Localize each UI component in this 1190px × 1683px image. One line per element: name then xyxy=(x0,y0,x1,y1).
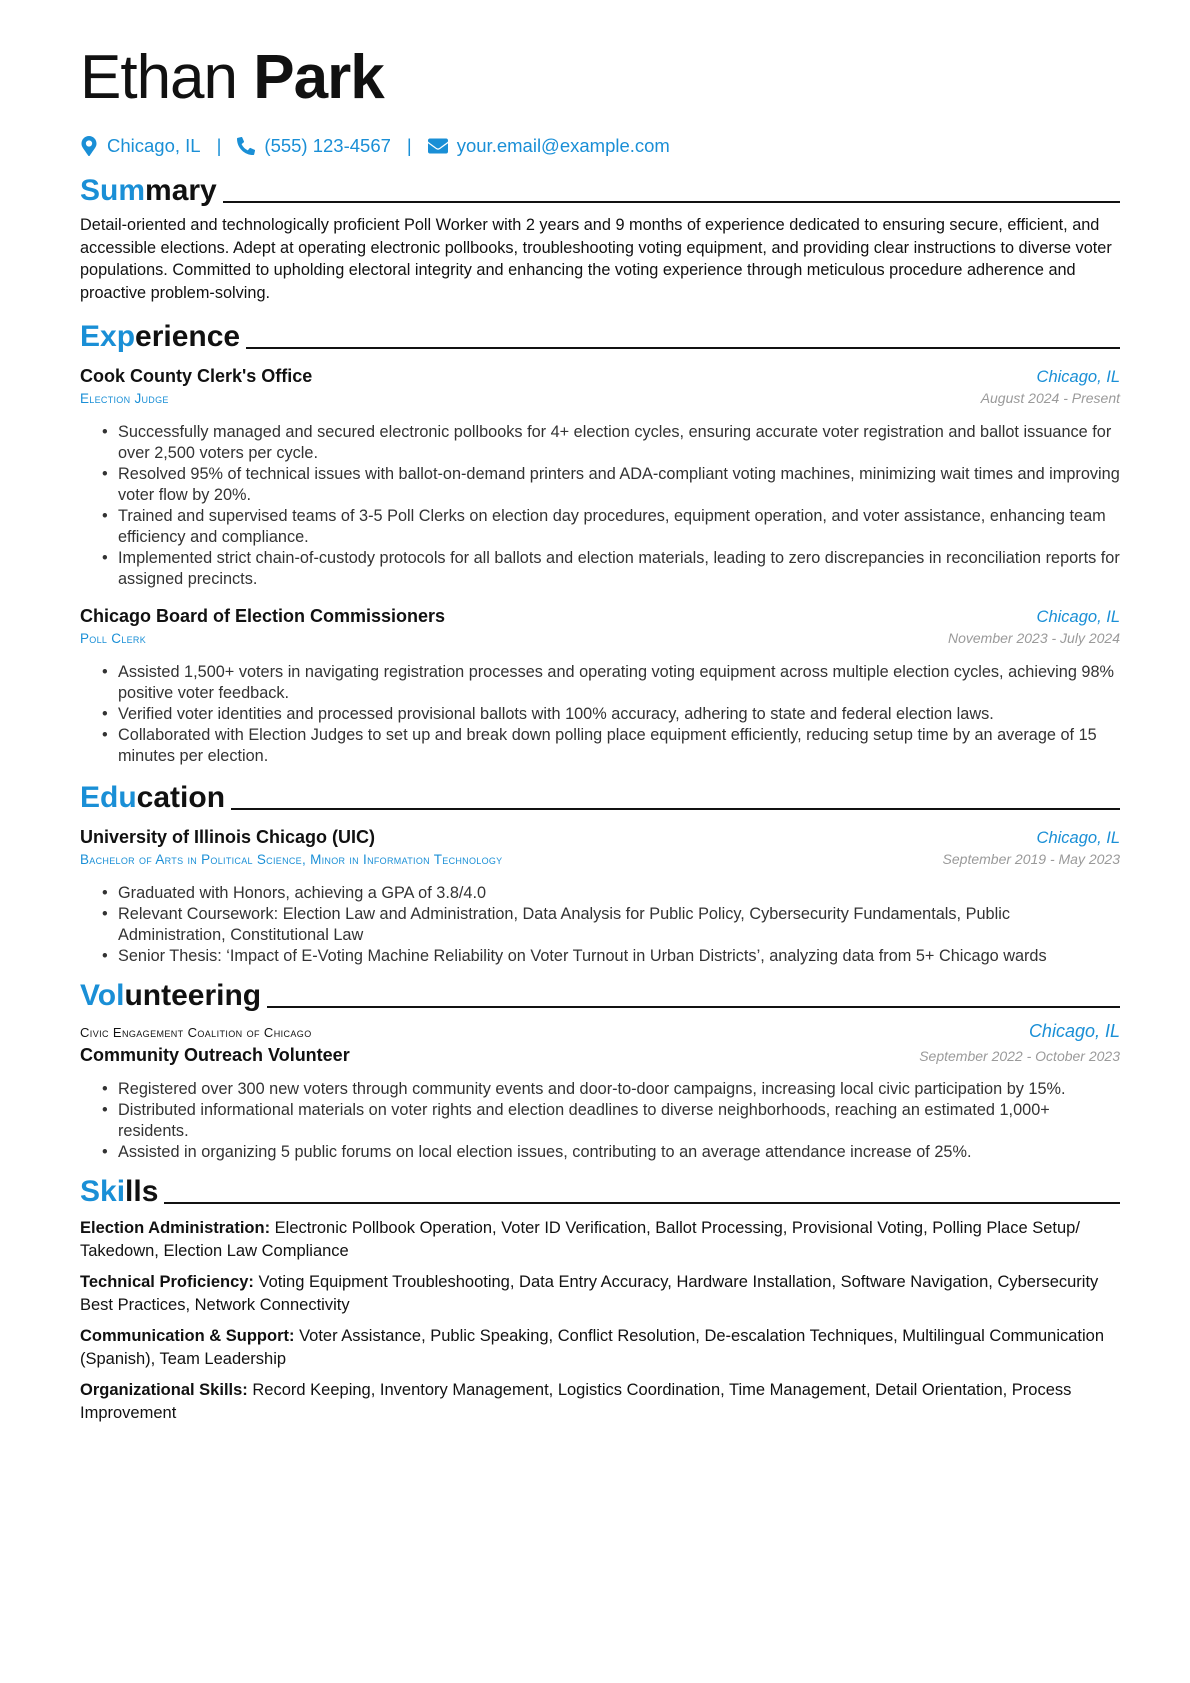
email-item[interactable] xyxy=(428,135,670,157)
list-item: • Verified voter identities and processed provisional ballots with 100% accuracy, adhering to state and federal election laws. xyxy=(118,704,1120,725)
list-item: • Distributed informational materials on voter rights and election deadlines to diverse neighborhoods, reaching an estimated 1,000+ residents. xyxy=(118,1100,1120,1142)
skill-group xyxy=(80,1217,1120,1262)
candidate-name xyxy=(80,40,1120,116)
degree: Bachelor of Arts in Political Science, Minor in Information Technology xyxy=(80,852,503,867)
entry-location: Chicago, IL xyxy=(1036,608,1120,626)
volunteering-heading xyxy=(80,973,1120,1013)
list-item: • Senior Thesis: ‘Impact of E-Voting Machine Reliability on Voter Turnout in Urban Districts’, analyzing data from 5+ Chicago wards xyxy=(118,946,1120,967)
experience-heading xyxy=(80,314,1120,354)
job-role: Poll Clerk xyxy=(80,631,147,646)
entry-location: Chicago, IL xyxy=(1036,368,1120,386)
section-title: Skills xyxy=(80,1175,159,1208)
skill-group xyxy=(80,1379,1120,1424)
skill-label: Election Administration: xyxy=(80,1219,271,1237)
first-name: Ethan xyxy=(80,43,238,112)
bullet-list xyxy=(80,662,1120,767)
location-item xyxy=(80,135,201,157)
list-item: • Resolved 95% of technical issues with ballot-on-demand printers and ADA-compliant voting machines, minimizing wait times and improving voter flow by 20%. xyxy=(118,464,1120,506)
entry-dates: November 2023 - July 2024 xyxy=(948,630,1120,646)
bullet-list xyxy=(80,1079,1120,1163)
section-rule xyxy=(246,347,1120,349)
skills-heading xyxy=(80,1169,1120,1209)
envelope-icon xyxy=(428,136,448,156)
skill-label: Technical Proficiency: xyxy=(80,1273,254,1291)
map-marker-icon xyxy=(80,136,98,156)
list-item: • Assisted in organizing 5 public forums on local election issues, contributing to an average attendance increase of 25%. xyxy=(118,1142,1120,1163)
skill-text: Record Keeping, Inventory Management, Logistics Coordination, Time Management, Detail Orientation, Process Improvement xyxy=(80,1381,1072,1422)
contact-separator: | xyxy=(216,135,222,156)
section-title: Summary xyxy=(80,174,217,207)
list-item: • Registered over 300 new voters through community events and door-to-door campaigns, increasing local civic participation by 15%. xyxy=(118,1079,1120,1100)
skill-text: Voter Assistance, Public Speaking, Conflict Resolution, De-escalation Techniques, Multilingual Communication (Spanish), Team Leadership xyxy=(80,1327,1105,1368)
section-rule xyxy=(164,1202,1120,1204)
skill-text: Electronic Pollbook Operation, Voter ID Verification, Ballot Processing, Provisional Voting, Polling Place Setup/ Takedown, Election Law Compliance xyxy=(80,1219,1080,1260)
entry-dates: September 2022 - October 2023 xyxy=(919,1048,1120,1064)
entry-location: Chicago, IL xyxy=(1028,1021,1120,1041)
bullet-list xyxy=(80,422,1120,590)
location-text: Chicago, IL xyxy=(107,135,201,156)
contact-separator: | xyxy=(406,135,412,156)
education-heading xyxy=(80,775,1120,815)
skill-group xyxy=(80,1271,1120,1316)
section-title: Education xyxy=(80,781,226,814)
list-item: • Successfully managed and secured electronic pollbooks for 4+ election cycles, ensuring accurate voter registration and ballot issuance for over 2,500 voters per cycle. xyxy=(118,422,1120,464)
email-link[interactable]: your.email@example.com xyxy=(456,135,670,156)
organization-name: Civic Engagement Coalition of Chicago xyxy=(80,1025,312,1040)
skill-label: Communication & Support: xyxy=(80,1327,295,1345)
skill-group xyxy=(80,1325,1120,1370)
list-item: • Trained and supervised teams of 3-5 Poll Clerks on election day procedures, equipment operation, and voter assistance, enhancing team efficiency and compliance. xyxy=(118,506,1120,548)
education-entry xyxy=(80,825,1120,967)
section-title: Experience xyxy=(80,320,241,353)
list-item: • Relevant Coursework: Election Law and Administration, Data Analysis for Public Policy, Cybersecurity Fundamentals, Public Administration, Constitutional Law xyxy=(118,904,1120,946)
phone-icon xyxy=(237,136,255,156)
employer-name: Cook County Clerk's Office xyxy=(80,366,313,386)
summary-text: Detail-oriented and technologically proficient Poll Worker with 2 years and 9 months of experience dedicated to ensuring secure, efficient, and accessible elections. Adept at operating electronic pollbooks, troubleshooting voting equipment, and providing clear instructions to diverse voter populations. Committed to upholding electoral integrity and enhancing the voting experience through meticulous procedure adherence and proactive problem-solving. xyxy=(80,216,1112,302)
employer-name: Chicago Board of Election Commissioners xyxy=(80,606,446,626)
bullet-list xyxy=(80,883,1120,967)
entry-location: Chicago, IL xyxy=(1036,829,1120,847)
contact-line xyxy=(80,132,1120,160)
volunteer-role: Community Outreach Volunteer xyxy=(80,1045,350,1065)
phone-text: (555) 123-4567 xyxy=(264,135,391,156)
entry-dates: August 2024 - Present xyxy=(980,390,1120,406)
section-rule xyxy=(231,808,1120,810)
last-name: Park xyxy=(253,43,384,112)
school-name: University of Illinois Chicago (UIC) xyxy=(80,827,376,847)
experience-entry xyxy=(80,364,1120,590)
section-title: Volunteering xyxy=(80,979,262,1012)
section-rule xyxy=(223,201,1120,203)
entry-dates: September 2019 - May 2023 xyxy=(942,851,1120,867)
list-item: • Assisted 1,500+ voters in navigating registration processes and operating voting equipment across multiple election cycles, achieving 98% positive voter feedback. xyxy=(118,662,1120,704)
volunteering-entry xyxy=(80,1021,1120,1163)
section-rule xyxy=(267,1006,1120,1008)
skill-label: Organizational Skills: xyxy=(80,1381,248,1399)
summary-heading xyxy=(80,168,1120,208)
list-item: • Implemented strict chain-of-custody protocols for all ballots and election materials, leading to zero discrepancies in reconciliation reports for assigned precincts. xyxy=(118,548,1120,590)
list-item: • Graduated with Honors, achieving a GPA of 3.8/4.0 xyxy=(118,883,1120,904)
experience-entry xyxy=(80,604,1120,767)
skill-text: Voting Equipment Troubleshooting, Data Entry Accuracy, Hardware Installation, Software Navigation, Cybersecurity Best Practices, Network Connectivity xyxy=(80,1273,1099,1314)
job-role: Election Judge xyxy=(80,391,169,406)
phone-item xyxy=(237,135,391,157)
list-item: • Collaborated with Election Judges to set up and break down polling place equipment efficiently, reducing setup time by an average of 15 minutes per election. xyxy=(118,725,1120,767)
